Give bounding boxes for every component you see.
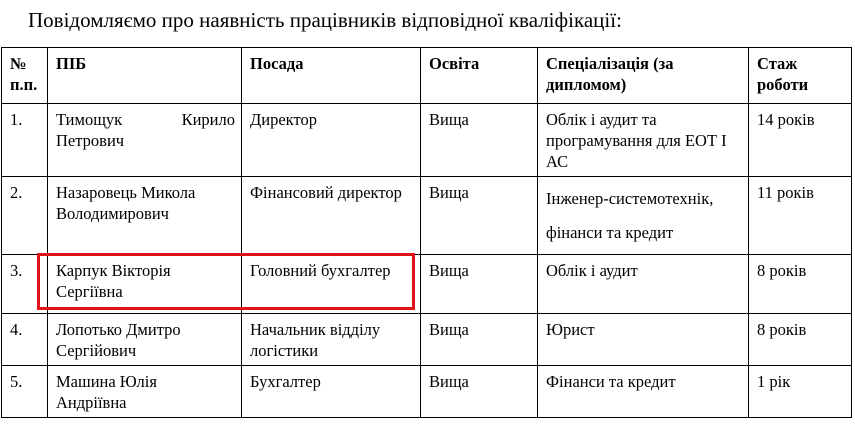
column-header-num: № п.п.	[2, 48, 48, 104]
row-num: 2.	[2, 177, 48, 255]
row-experience: 8 років	[749, 255, 852, 314]
staff-table	[1, 47, 852, 418]
row-position: Директор	[242, 104, 421, 177]
row-position: Бухгалтер	[242, 366, 421, 418]
row-education: Вища	[421, 314, 538, 366]
row-name-line2: Сергійович	[56, 341, 137, 360]
row-num: 5.	[2, 366, 48, 418]
row-name	[48, 366, 242, 418]
table-header-row	[2, 48, 852, 104]
row-name-line2: Андріївна	[56, 393, 127, 412]
row-education: Вища	[421, 104, 538, 177]
row-specialization: Юрист	[538, 314, 749, 366]
row-education: Вища	[421, 366, 538, 418]
row-position: Головний бухгалтер	[242, 255, 421, 314]
row-name	[48, 314, 242, 366]
row-name-line1: Машина Юлія	[56, 372, 157, 391]
row-name	[48, 104, 242, 177]
row-name-line2: Петрович	[56, 131, 125, 150]
table-row	[2, 177, 852, 255]
row-education: Вища	[421, 255, 538, 314]
row-name	[48, 255, 242, 314]
row-num: 3.	[2, 255, 48, 314]
row-specialization: Інженер-системотехнік, фінанси та кредит	[538, 177, 749, 255]
row-position: Фінансовий директор	[242, 177, 421, 255]
row-name-line1: Карпук Вікторія	[56, 261, 171, 280]
column-header-education: Освіта	[421, 48, 538, 104]
row-num: 1.	[2, 104, 48, 177]
table-row	[2, 314, 852, 366]
column-header-name: ПІБ	[48, 48, 242, 104]
row-experience: 8 років	[749, 314, 852, 366]
row-experience: 14 років	[749, 104, 852, 177]
row-num: 4.	[2, 314, 48, 366]
row-name-line2: Володимирович	[56, 204, 169, 223]
table-row	[2, 366, 852, 418]
column-header-position: Посада	[242, 48, 421, 104]
table-row	[2, 255, 852, 314]
row-position: Начальник відділу логістики	[242, 314, 421, 366]
column-header-specialization: Спеціалізація (за дипломом)	[538, 48, 749, 104]
row-specialization: Облік і аудит та програмування для ЕОТ І АС	[538, 104, 749, 177]
table-row	[2, 104, 852, 177]
page-heading: Повідомляємо про наявність працівників відповідної кваліфікації:	[28, 8, 622, 32]
row-experience: 1 рік	[749, 366, 852, 418]
row-name	[48, 177, 242, 255]
row-name-line1: Назаровець Микола	[56, 183, 196, 202]
row-name-line1: Тимощук Кирило	[56, 110, 235, 129]
row-experience: 11 років	[749, 177, 852, 255]
row-specialization: Облік і аудит	[538, 255, 749, 314]
row-name-line1: Лопотько Дмитро	[56, 320, 181, 339]
row-education: Вища	[421, 177, 538, 255]
row-specialization: Фінанси та кредит	[538, 366, 749, 418]
row-name-line2: Сергіївна	[56, 282, 123, 301]
column-header-experience: Стаж роботи	[749, 48, 852, 104]
